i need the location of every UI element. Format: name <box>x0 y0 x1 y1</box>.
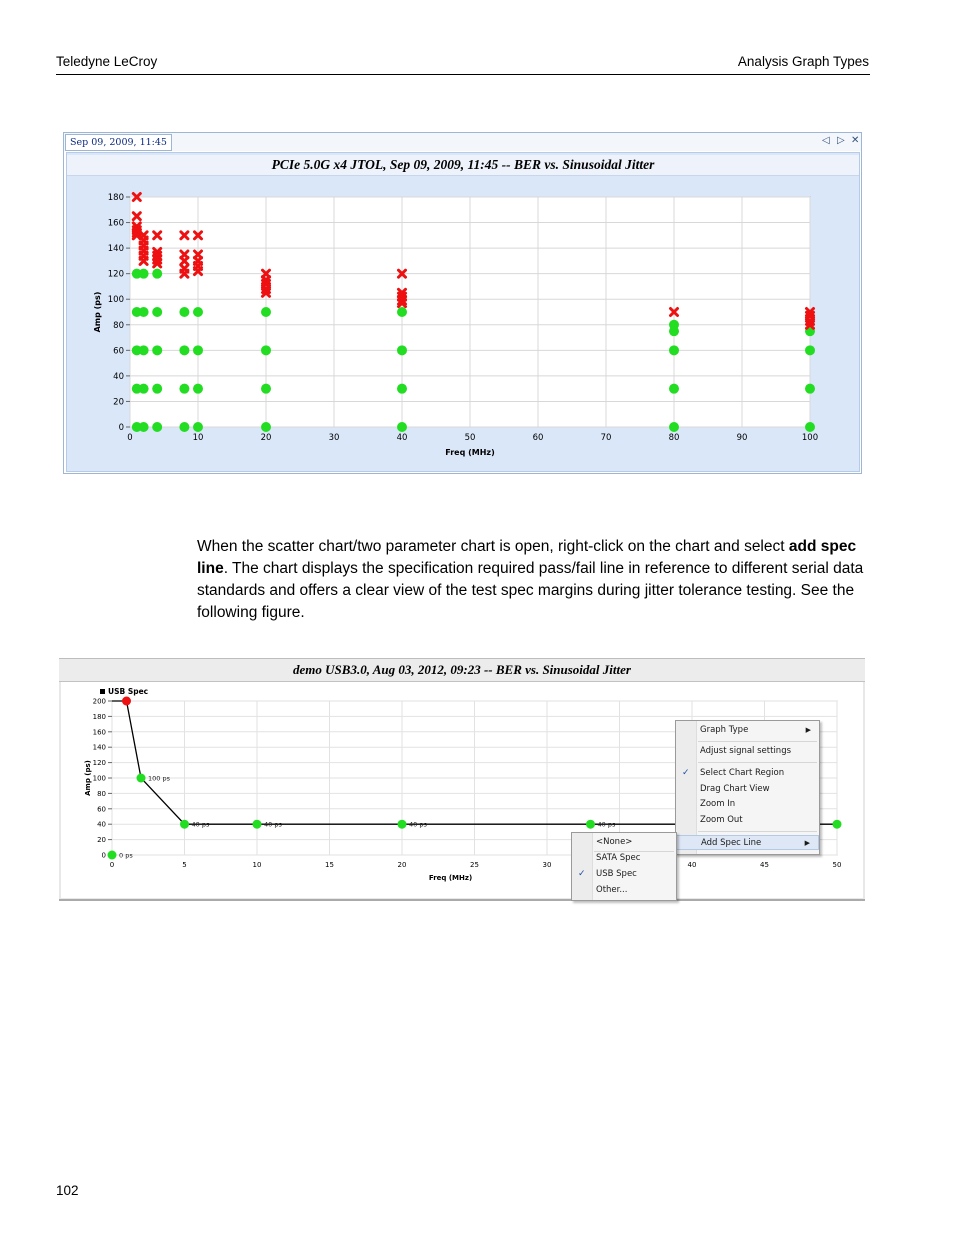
figure1-tab[interactable]: Sep 09, 2009, 11:45 <box>65 134 172 151</box>
submenu-item-other[interactable] <box>572 883 676 898</box>
paragraph-text-2: . The chart displays the specification required pass/fail line in reference to different serial data standards and offers a clear view of the test spec margins during jitter tolerance testing. See the following figure. <box>197 560 864 621</box>
menu-item-add-spec-line[interactable] <box>676 835 819 850</box>
pass-point <box>179 384 189 394</box>
menu-item-label: Select Chart Region <box>700 768 785 778</box>
x-tick-label: 30 <box>328 433 340 443</box>
submenu-item-sata-spec[interactable] <box>572 851 676 866</box>
pass-point <box>805 384 815 394</box>
submenu-item-usb-spec[interactable] <box>572 867 676 882</box>
y-tick-label: 100 <box>107 295 124 306</box>
pass-point <box>139 307 149 317</box>
pass-point <box>397 307 407 317</box>
header-left: Teledyne LeCroy <box>56 54 158 69</box>
figure1-tabbar <box>64 133 861 151</box>
pass-point <box>139 422 149 432</box>
pass-point <box>805 345 815 355</box>
pass-point <box>397 345 407 355</box>
point-label: 100 ps <box>148 774 170 783</box>
x-tick-label: 20 <box>397 861 407 869</box>
checkmark-icon: ✓ <box>682 768 690 778</box>
point-label: 40 ps <box>191 820 210 829</box>
context-menu <box>675 720 820 855</box>
spec-point <box>253 820 262 829</box>
x-tick-label: 45 <box>760 861 769 869</box>
x-axis-label: Freq (MHz) <box>428 874 473 882</box>
x-tick-label: 40 <box>396 433 408 443</box>
pass-point <box>261 384 271 394</box>
spec-point <box>122 697 131 706</box>
submenu-item-none[interactable] <box>572 835 676 850</box>
pass-point <box>139 384 149 394</box>
x-tick-label: 25 <box>470 861 479 869</box>
scroll-left-icon[interactable]: ◁ <box>822 135 830 146</box>
paragraph-text-1: When the scatter chart/two parameter chart is open, right-click on the chart and select <box>197 538 789 555</box>
header-rule <box>56 74 870 75</box>
menu-item-graph-type[interactable] <box>676 723 819 738</box>
figure1-chart-title: PCIe 5.0G x4 JTOL, Sep 09, 2009, 11:45 -- BER vs. Sinusoidal Jitter <box>67 155 859 176</box>
submenu-arrow-icon: ▶ <box>805 726 811 734</box>
pass-point <box>139 345 149 355</box>
pass-point <box>152 307 162 317</box>
menu-separator <box>698 741 817 742</box>
menu-item-zoom-in[interactable] <box>676 797 819 812</box>
spec-line-submenu <box>571 832 677 901</box>
pass-point <box>261 422 271 432</box>
menu-item-drag-chart-view[interactable] <box>676 782 819 797</box>
menu-item-label: <None> <box>596 837 633 847</box>
menu-item-label: Zoom Out <box>700 815 743 825</box>
figure1-window <box>63 132 862 474</box>
pass-point <box>152 384 162 394</box>
close-icon[interactable]: ✕ <box>851 135 860 146</box>
menu-item-label: Adjust signal settings <box>700 746 792 756</box>
header-right: Analysis Graph Types <box>737 54 869 69</box>
pass-point <box>193 384 203 394</box>
pass-point <box>805 422 815 432</box>
pass-point <box>669 422 679 432</box>
y-tick-label: 0 <box>118 423 124 433</box>
spec-point <box>137 774 146 783</box>
pass-point <box>669 384 679 394</box>
y-tick-label: 40 <box>113 371 124 382</box>
pass-point <box>261 345 271 355</box>
x-tick-label: 100 <box>801 433 819 443</box>
pass-point <box>152 345 162 355</box>
menu-item-label: SATA Spec <box>596 853 641 863</box>
y-tick-label: 20 <box>113 397 124 408</box>
pass-point <box>193 422 203 432</box>
x-tick-label: 0 <box>109 861 115 869</box>
point-label: 40 ps <box>409 820 427 829</box>
pass-point <box>193 307 203 317</box>
legend-swatch <box>100 689 105 694</box>
figure1-chart-panel[interactable] <box>66 152 860 472</box>
y-tick-label: 0 <box>101 851 106 860</box>
pass-point <box>152 269 162 279</box>
scroll-right-icon[interactable]: ▷ <box>837 135 845 146</box>
point-label: 40 ps <box>264 820 282 829</box>
figure2-chart-title: demo USB3.0, Aug 03, 2012, 09:23 -- BER vs. Sinusoidal Jitter <box>59 659 865 682</box>
x-tick-label: 60 <box>532 433 544 443</box>
x-tick-label: 50 <box>464 433 476 443</box>
checkmark-icon: ✓ <box>578 869 586 879</box>
x-tick-label: 40 <box>687 861 697 869</box>
menu-item-label: Other... <box>596 885 628 895</box>
x-axis-label: Freq (MHz) <box>445 448 495 457</box>
y-tick-label: 160 <box>107 218 124 229</box>
x-tick-label: 50 <box>832 861 842 869</box>
pass-point <box>152 422 162 432</box>
figure1-scatter-chart[interactable] <box>67 177 859 471</box>
pass-point <box>397 384 407 394</box>
y-axis-label: Amp (ps) <box>93 291 102 333</box>
y-tick-label: 60 <box>113 346 124 357</box>
y-tick-label: 120 <box>92 759 106 768</box>
pass-point <box>179 345 189 355</box>
y-tick-label: 40 <box>97 820 106 829</box>
x-tick-label: 0 <box>127 433 133 443</box>
paragraph-bold: add spec line <box>197 538 857 577</box>
y-axis-label: Amp (ps) <box>84 760 92 796</box>
point-label: 0 ps <box>119 851 133 860</box>
y-tick-label: 120 <box>107 269 124 280</box>
pass-point <box>669 320 679 330</box>
point-label: 40 ps <box>597 820 616 829</box>
spec-point <box>833 820 842 829</box>
pass-point <box>261 307 271 317</box>
y-tick-label: 200 <box>92 697 106 706</box>
spec-point <box>180 820 189 829</box>
menu-item-zoom-out[interactable] <box>676 813 819 828</box>
x-tick-label: 10 <box>192 433 204 443</box>
y-tick-label: 100 <box>92 774 106 783</box>
x-tick-label: 5 <box>182 861 187 869</box>
x-tick-label: 10 <box>252 861 262 869</box>
menu-item-label: Add Spec Line <box>701 838 762 848</box>
pass-point <box>669 345 679 355</box>
x-tick-label: 70 <box>600 433 612 443</box>
x-tick-label: 30 <box>542 861 552 869</box>
pass-point <box>193 345 203 355</box>
submenu-arrow-icon: ▶ <box>804 839 810 847</box>
menu-separator <box>698 762 817 763</box>
pass-point <box>397 422 407 432</box>
x-tick-label: 15 <box>325 861 334 869</box>
y-tick-label: 160 <box>92 728 106 737</box>
y-tick-label: 140 <box>107 244 124 255</box>
y-tick-label: 20 <box>97 836 106 845</box>
menu-item-label: Zoom In <box>700 799 736 809</box>
body-paragraph <box>197 536 869 624</box>
legend-label: USB Spec <box>108 687 149 696</box>
pass-point <box>139 269 149 279</box>
menu-item-label: USB Spec <box>596 869 637 879</box>
spec-point <box>108 851 117 860</box>
menu-separator <box>698 831 817 832</box>
y-tick-label: 60 <box>97 805 106 814</box>
spec-point <box>398 820 407 829</box>
menu-item-adjust-signal[interactable] <box>676 744 819 759</box>
pass-point <box>179 422 189 432</box>
y-tick-label: 140 <box>92 743 106 752</box>
menu-item-label: Drag Chart View <box>700 784 770 794</box>
pass-point <box>179 307 189 317</box>
y-tick-label: 180 <box>92 712 106 721</box>
y-tick-label: 80 <box>113 320 124 331</box>
page-number: 102 <box>56 1183 79 1198</box>
menu-item-label: Graph Type <box>700 725 749 735</box>
spec-point <box>586 820 595 829</box>
x-tick-label: 80 <box>668 433 680 443</box>
x-tick-label: 90 <box>736 433 748 443</box>
y-tick-label: 180 <box>107 193 124 203</box>
y-tick-label: 80 <box>97 789 106 798</box>
x-tick-label: 20 <box>260 433 272 443</box>
menu-item-select-chart-region[interactable] <box>676 766 819 781</box>
